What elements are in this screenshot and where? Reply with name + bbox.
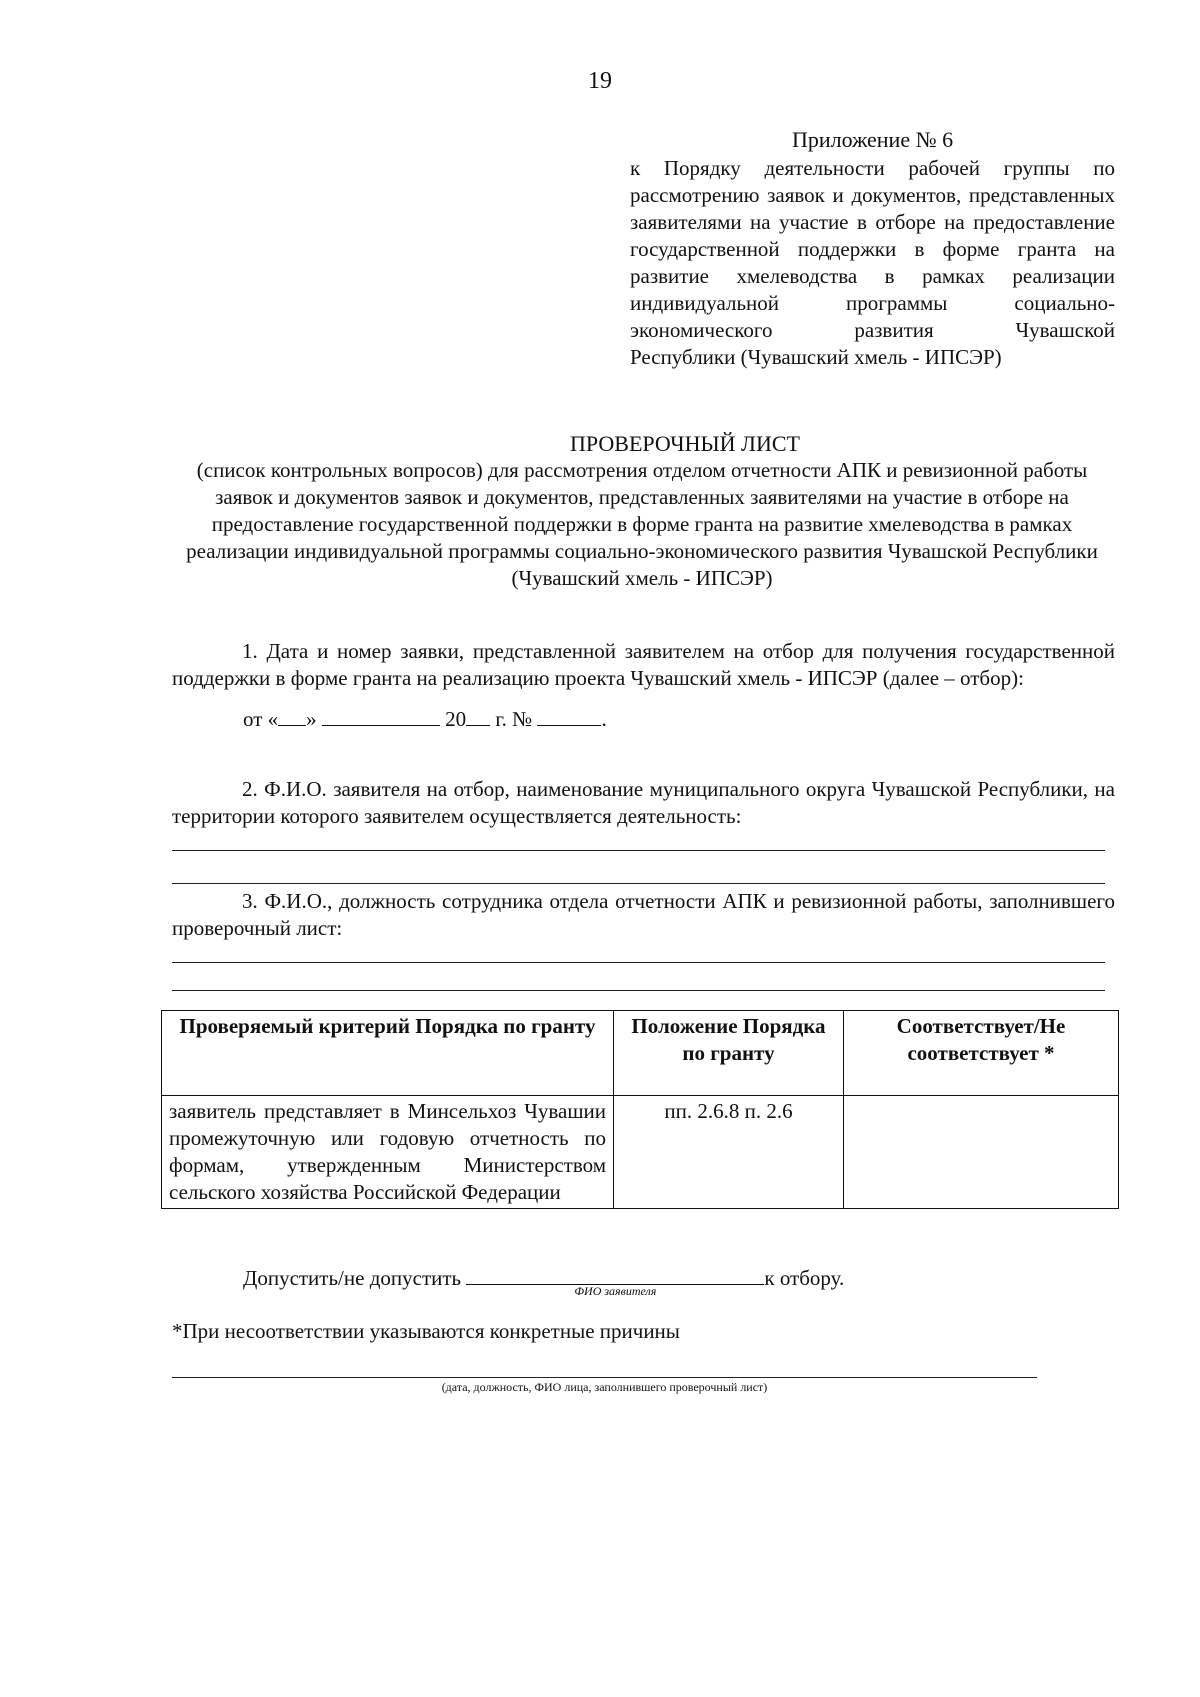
date-prefix: от « [243,707,279,731]
date-line-end: . [601,707,607,731]
admission-decision [243,1262,845,1298]
signature-line[interactable] [172,1377,1037,1378]
table-row [162,1096,1119,1209]
year-field[interactable] [466,707,490,726]
header-provision: Положение Порядка по гранту [614,1011,844,1096]
section-2-text: 2. Ф.И.О. заявителя на отбор, наименование муниципального округа Чувашской Республики, на территории которого заявителем осуществляется деятельность: [172,777,1115,828]
page-number: 19 [588,68,612,94]
application-date-line [243,706,607,733]
header-criterion: Проверяемый критерий Порядка по гранту [162,1011,614,1096]
month-field[interactable] [322,707,440,726]
criteria-table [161,1010,1119,1209]
section-1 [172,638,1115,692]
document-subtitle: (список контрольных вопросов) для рассмотрения отделом отчетности АПК и ревизионной работы заявок и документов заявок и документов, представленных заявителями на участие в отборе на предоставление государственной поддержки в форме гранта на развитие хмелеводства в рамках реализации индивидуальной программы социально-экономического развития Чувашской Республики (Чувашский хмель - ИПСЭР) [186,458,1098,590]
date-mid: » [306,707,317,731]
section-2 [172,776,1115,830]
annex-title: Приложение № 6 [792,127,954,152]
signature-caption: (дата, должность, ФИО лица, заполнившего проверочный лист) [441,1380,768,1394]
annex-body [630,155,1115,371]
criteria-table-header [162,1011,1119,1096]
number-prefix: г. № [495,707,533,731]
provision-cell: пп. 2.6.8 п. 2.6 [614,1096,844,1209]
header-compliance: Соответствует/Не соответствует * [844,1011,1119,1096]
section-3-text: 3. Ф.И.О., должность сотрудника отдела отчетности АПК и ревизионной работы, заполнившего проверочный лист: [172,889,1115,940]
year-prefix: 20 [445,707,467,731]
document-title: ПРОВЕРОЧНЫЙ ЛИСТ [570,431,800,456]
section-3 [172,888,1115,942]
decision-suffix: к отбору. [764,1266,845,1290]
day-field[interactable] [278,707,306,726]
criterion-cell: заявитель представляет в Минсельхоз Чувашии промежуточную или годовую отчетность по формам, утвержденным Министерством сельского хозяйства Российской Федерации [162,1096,614,1209]
applicant-name-caption: ФИО заявителя [574,1284,657,1298]
annex-body-last-line: Республики (Чувашский хмель - ИПСЭР) [630,345,1002,369]
employee-name-line-2[interactable] [172,990,1105,991]
employee-name-line-1[interactable] [172,962,1105,963]
applicant-name-line-1[interactable] [172,850,1105,851]
decision-label: Допустить/не допустить [243,1266,462,1290]
applicant-name-field[interactable] [466,1262,764,1298]
compliance-cell[interactable] [844,1096,1119,1209]
annex-body-text: к Порядку деятельности рабочей группы по рассмотрению заявок и документов, представленных заявителями на участие в отборе на предоставление государственной поддержки в форме гранта на развитие хмелеводства в рамках реализации индивидуальной программы социально-экономического развития Чувашской [630,156,1115,342]
applicant-name-line-2[interactable] [172,883,1105,884]
section-1-text: 1. Дата и номер заявки, представленной заявителем на отбор для получения государственной поддержки в форме гранта на реализацию проекта Чувашский хмель - ИПСЭР (далее – отбор): [172,639,1115,690]
footnote: *При несоответствии указываются конкретные причины [172,1319,680,1343]
application-number-field[interactable] [537,707,601,726]
